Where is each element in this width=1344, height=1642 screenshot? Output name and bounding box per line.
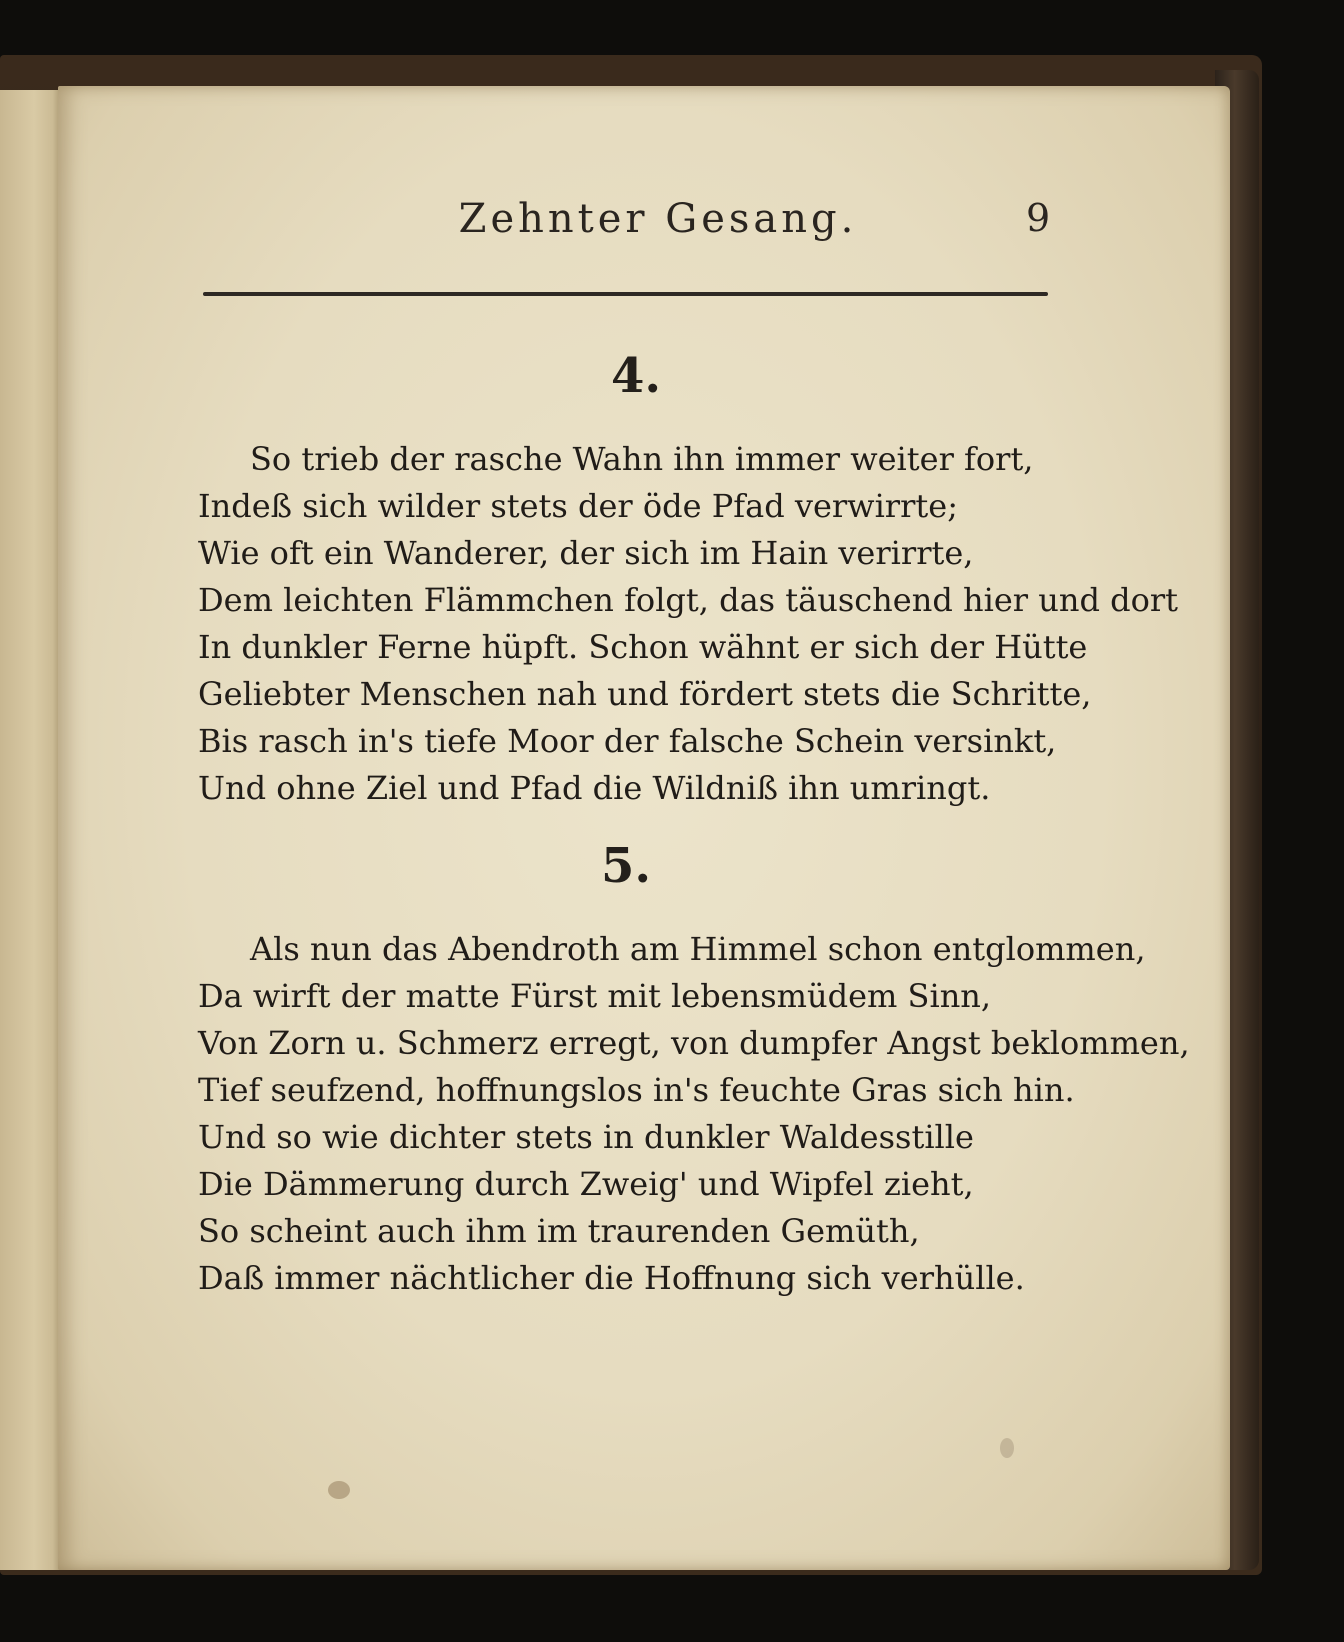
page-stain bbox=[328, 1481, 350, 1499]
stanza-number: 5. bbox=[601, 838, 652, 894]
header-rule bbox=[203, 292, 1048, 296]
verse-line: Die Dämmerung durch Zweig' und Wipfel zieht, bbox=[198, 1165, 974, 1203]
running-head-title: Zehnter Gesang. bbox=[458, 196, 858, 242]
verse-line: Indeß sich wilder stets der öde Pfad verwirrte; bbox=[198, 487, 958, 525]
book-page bbox=[58, 86, 1230, 1570]
stanza-number: 4. bbox=[611, 348, 662, 404]
verse-line: Und so wie dichter stets in dunkler Waldesstille bbox=[198, 1118, 974, 1156]
running-head bbox=[58, 196, 1230, 252]
page-stain bbox=[1000, 1438, 1014, 1458]
verse-line: Wie oft ein Wanderer, der sich im Hain verirrte, bbox=[198, 534, 974, 572]
verse-line: Von Zorn u. Schmerz erregt, von dumpfer Angst beklommen, bbox=[198, 1024, 1190, 1062]
verse-line: Als nun das Abendroth am Himmel schon entglommen, bbox=[250, 930, 1146, 968]
verse-line: Geliebter Menschen nah und fördert stets die Schritte, bbox=[198, 675, 1092, 713]
stanza bbox=[198, 436, 1178, 812]
verse-line: Und ohne Ziel und Pfad die Wildniß ihn umringt. bbox=[198, 769, 991, 807]
verse-line: Tief seufzend, hoffnungslos in's feuchte Gras sich hin. bbox=[198, 1071, 1075, 1109]
page-number: 9 bbox=[1026, 196, 1051, 240]
facing-page-edge bbox=[0, 90, 64, 1570]
verse-line: Bis rasch in's tiefe Moor der falsche Schein versinkt, bbox=[198, 722, 1057, 760]
verse-line: So scheint auch ihm im traurenden Gemüth, bbox=[198, 1212, 920, 1250]
stanza bbox=[198, 926, 1190, 1302]
verse-line: Dem leichten Flämmchen folgt, das täuschend hier und dort bbox=[198, 581, 1178, 619]
verse-line: So trieb der rasche Wahn ihn immer weiter fort, bbox=[250, 440, 1034, 478]
verse-line: In dunkler Ferne hüpft. Schon wähnt er sich der Hütte bbox=[198, 628, 1088, 666]
verse-line: Da wirft der matte Fürst mit lebensmüdem Sinn, bbox=[198, 977, 992, 1015]
verse-line: Daß immer nächtlicher die Hoffnung sich verhülle. bbox=[198, 1259, 1025, 1297]
